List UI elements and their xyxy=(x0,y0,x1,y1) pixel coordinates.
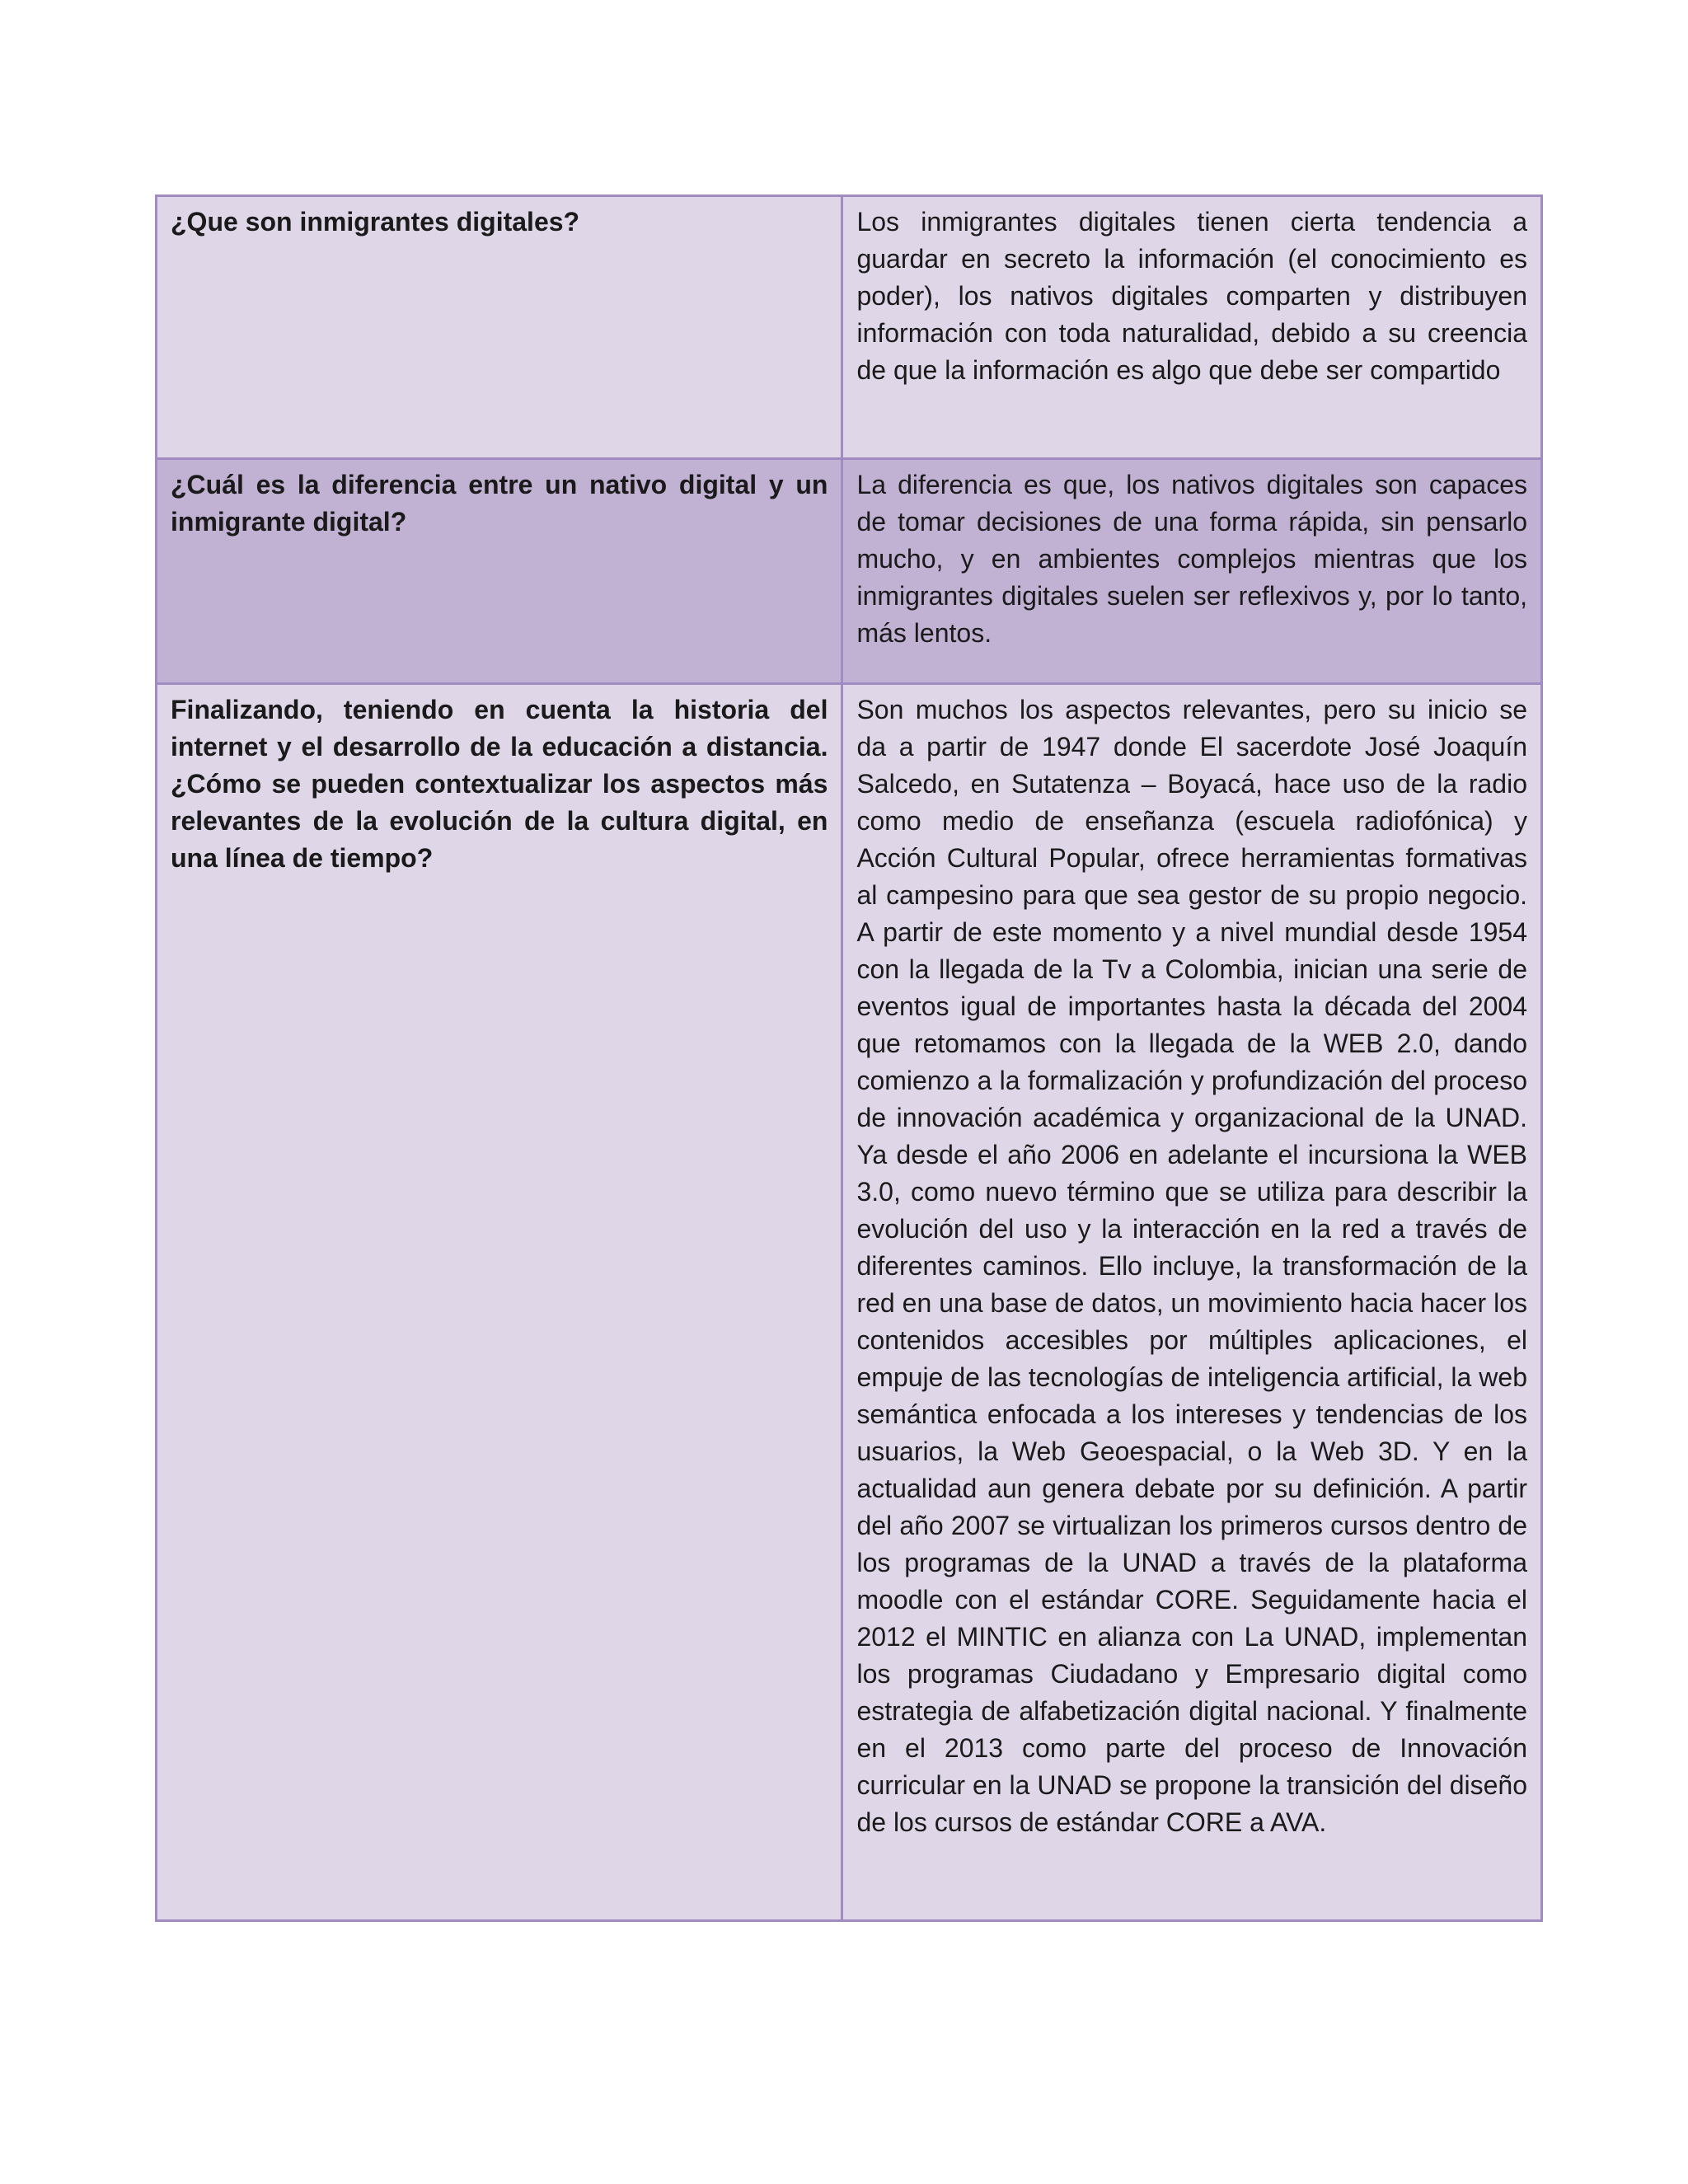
question-cell: Finalizando, teniendo en cuenta la historia del internet y el desarrollo de la educación a distancia. ¿Cómo se pueden contextualizar los aspectos más relevantes de la evolución de la cultura digital, en una línea de tiempo? xyxy=(157,684,842,1921)
answer-cell: La diferencia es que, los nativos digitales son capaces de tomar decisiones de una forma rápida, sin pensarlo mucho, y en ambientes complejos mientras que los inmigrantes digitales suelen ser reflexivos y, por lo tanto, más lentos. xyxy=(842,459,1542,684)
qa-table xyxy=(155,194,1543,1922)
table-row xyxy=(157,459,1542,684)
answer-cell: Los inmigrantes digitales tienen cierta tendencia a guardar en secreto la información (el conocimiento es poder), los nativos digitales comparten y distribuyen información con toda naturalidad, debido a su creencia de que la información es algo que debe ser compartido xyxy=(842,196,1542,459)
question-cell: ¿Que son inmigrantes digitales? xyxy=(157,196,842,459)
answer-cell: Son muchos los aspectos relevantes, pero su inicio se da a partir de 1947 donde El sacerdote José Joaquín Salcedo, en Sutatenza – Boyacá, hace uso de la radio como medio de enseñanza (escuela radiofónica) y Acción Cultural Popular, ofrece herramientas formativas al campesino para que sea gestor de su propio negocio. A partir de este momento y a nivel mundial desde 1954 con la llegada de la Tv a Colombia, inician una serie de eventos igual de importantes hasta la década del 2004 que retomamos con la llegada de la WEB 2.0, dando comienzo a la formalización y profundización del proceso de innovación académica y organizacional de la UNAD. Ya desde el año 2006 en adelante el incursiona la WEB 3.0, como nuevo término que se utiliza para describir la evolución del uso y la interacción en la red a través de diferentes caminos. Ello incluye, la transformación de la red en una base de datos, un movimiento hacia hacer los contenidos accesibles por múltiples aplicaciones, el empuje de las tecnologías de inteligencia artificial, la web semántica enfocada a los intereses y tendencias de los usuarios, la Web Geoespacial, o la Web 3D. Y en la actualidad aun genera debate por su definición. A partir del año 2007 se virtualizan los primeros cursos dentro de los programas de la UNAD a través de la plataforma moodle con el estándar CORE. Seguidamente hacia el 2012 el MINTIC en alianza con La UNAD, implementan los programas Ciudadano y Empresario digital como estrategia de alfabetización digital nacional. Y finalmente en el 2013 como parte del proceso de Innovación curricular en la UNAD se propone la transición del diseño de los cursos de estándar CORE a AVA. xyxy=(842,684,1542,1921)
table-row xyxy=(157,684,1542,1921)
table-row xyxy=(157,196,1542,459)
question-cell: ¿Cuál es la diferencia entre un nativo digital y un inmigrante digital? xyxy=(157,459,842,684)
